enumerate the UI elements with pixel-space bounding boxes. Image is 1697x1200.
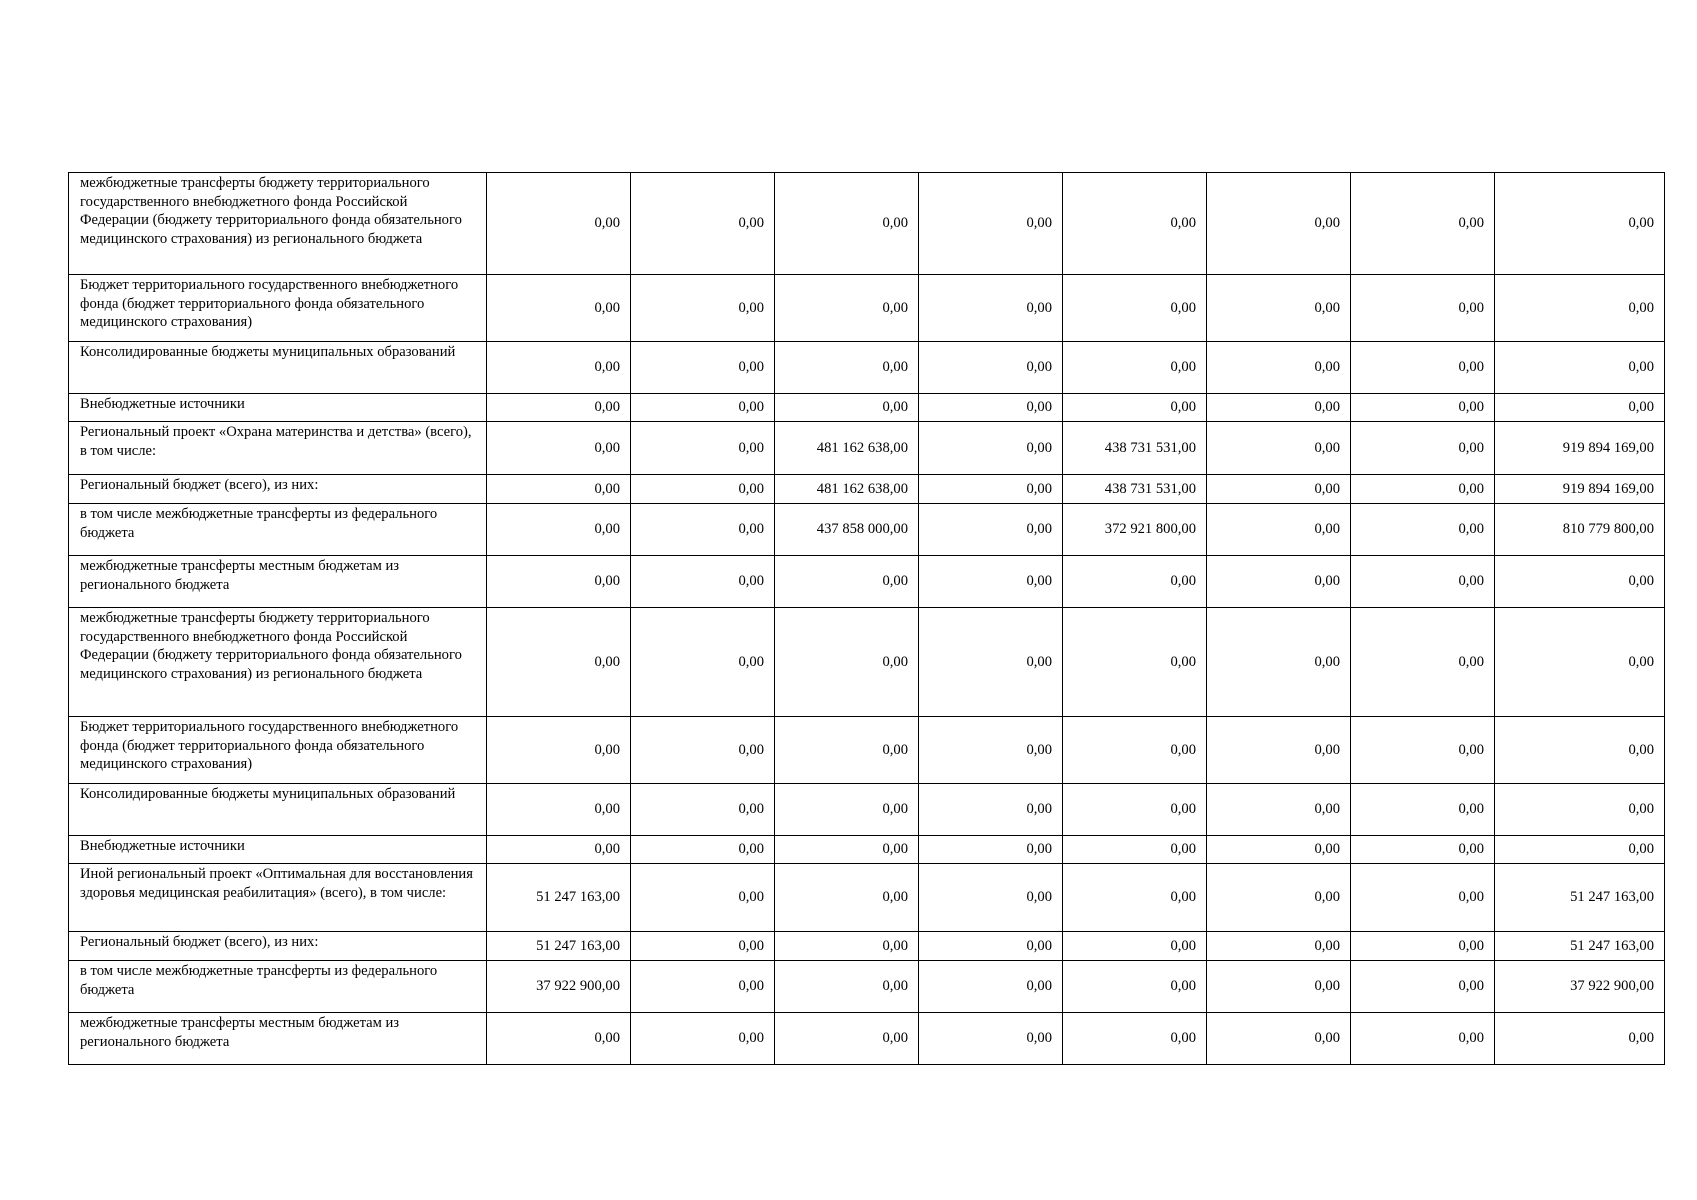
table-row — [69, 504, 1665, 556]
value-cell: 0,00 — [1207, 717, 1351, 784]
value-cell: 0,00 — [775, 608, 919, 717]
value-cell: 0,00 — [1495, 275, 1665, 342]
value-cell: 0,00 — [631, 475, 775, 504]
value-cell: 0,00 — [775, 173, 919, 275]
value-cell: 0,00 — [487, 422, 631, 475]
row-label: Региональный проект «Охрана материнства и детства» (всего), в том числе: — [69, 422, 487, 475]
value-cell: 0,00 — [487, 784, 631, 836]
value-cell: 0,00 — [1495, 608, 1665, 717]
value-cell: 0,00 — [1495, 173, 1665, 275]
value-cell: 0,00 — [1351, 1013, 1495, 1065]
value-cell: 0,00 — [1495, 1013, 1665, 1065]
value-cell: 0,00 — [1495, 836, 1665, 864]
value-cell: 37 922 900,00 — [1495, 961, 1665, 1013]
value-cell: 0,00 — [631, 173, 775, 275]
value-cell: 0,00 — [1207, 422, 1351, 475]
row-label: Региональный бюджет (всего), из них: — [69, 475, 487, 504]
value-cell: 0,00 — [631, 1013, 775, 1065]
value-cell: 0,00 — [1063, 394, 1207, 422]
value-cell: 0,00 — [775, 836, 919, 864]
value-cell: 0,00 — [1495, 342, 1665, 394]
value-cell: 0,00 — [775, 275, 919, 342]
value-cell: 0,00 — [775, 717, 919, 784]
value-cell: 0,00 — [487, 836, 631, 864]
value-cell: 0,00 — [1063, 784, 1207, 836]
value-cell: 0,00 — [631, 864, 775, 932]
value-cell: 0,00 — [1207, 784, 1351, 836]
table-row — [69, 394, 1665, 422]
value-cell: 0,00 — [1063, 1013, 1207, 1065]
row-label: в том числе межбюджетные трансферты из федерального бюджета — [69, 961, 487, 1013]
value-cell: 0,00 — [487, 173, 631, 275]
value-cell: 0,00 — [1207, 608, 1351, 717]
value-cell: 0,00 — [1063, 173, 1207, 275]
value-cell: 0,00 — [1207, 1013, 1351, 1065]
value-cell: 481 162 638,00 — [775, 475, 919, 504]
table-row — [69, 475, 1665, 504]
table-row — [69, 422, 1665, 475]
value-cell: 0,00 — [775, 556, 919, 608]
value-cell: 0,00 — [1495, 784, 1665, 836]
value-cell: 0,00 — [631, 342, 775, 394]
value-cell: 0,00 — [1063, 556, 1207, 608]
value-cell: 0,00 — [1207, 394, 1351, 422]
row-label: в том числе межбюджетные трансферты из федерального бюджета — [69, 504, 487, 556]
value-cell: 0,00 — [1207, 173, 1351, 275]
row-label: межбюджетные трансферты бюджету территориального государственного внебюджетного фонда Российской Федерации (бюджету территориального фонда обязательного медицинского страхования) из регионального бюджета — [69, 608, 487, 717]
value-cell: 0,00 — [631, 961, 775, 1013]
value-cell: 0,00 — [919, 1013, 1063, 1065]
table-row — [69, 275, 1665, 342]
value-cell: 0,00 — [487, 717, 631, 784]
value-cell: 438 731 531,00 — [1063, 475, 1207, 504]
value-cell: 0,00 — [1351, 422, 1495, 475]
value-cell: 0,00 — [1351, 504, 1495, 556]
value-cell: 51 247 163,00 — [487, 932, 631, 961]
value-cell: 372 921 800,00 — [1063, 504, 1207, 556]
value-cell: 0,00 — [1207, 275, 1351, 342]
value-cell: 0,00 — [631, 784, 775, 836]
table-row — [69, 717, 1665, 784]
value-cell: 0,00 — [1207, 556, 1351, 608]
value-cell: 0,00 — [631, 504, 775, 556]
value-cell: 0,00 — [1063, 342, 1207, 394]
value-cell: 0,00 — [487, 504, 631, 556]
value-cell: 0,00 — [919, 475, 1063, 504]
value-cell: 0,00 — [1063, 275, 1207, 342]
value-cell: 0,00 — [487, 394, 631, 422]
value-cell: 0,00 — [1351, 342, 1495, 394]
value-cell: 0,00 — [1351, 784, 1495, 836]
value-cell: 0,00 — [1207, 475, 1351, 504]
value-cell: 0,00 — [919, 717, 1063, 784]
value-cell: 0,00 — [631, 275, 775, 342]
value-cell: 0,00 — [919, 275, 1063, 342]
value-cell: 51 247 163,00 — [487, 864, 631, 932]
value-cell: 0,00 — [1063, 932, 1207, 961]
value-cell: 0,00 — [487, 608, 631, 717]
value-cell: 0,00 — [919, 784, 1063, 836]
value-cell: 0,00 — [775, 932, 919, 961]
value-cell: 0,00 — [1495, 717, 1665, 784]
value-cell: 0,00 — [1063, 836, 1207, 864]
value-cell: 51 247 163,00 — [1495, 932, 1665, 961]
value-cell: 0,00 — [775, 1013, 919, 1065]
value-cell: 0,00 — [631, 556, 775, 608]
table-body — [69, 173, 1665, 1065]
value-cell: 481 162 638,00 — [775, 422, 919, 475]
value-cell: 0,00 — [1063, 717, 1207, 784]
value-cell: 0,00 — [1351, 932, 1495, 961]
value-cell: 0,00 — [631, 394, 775, 422]
value-cell: 0,00 — [487, 342, 631, 394]
row-label: Иной региональный проект «Оптимальная для восстановления здоровья медицинская реабилитация» (всего), в том числе: — [69, 864, 487, 932]
value-cell: 0,00 — [775, 864, 919, 932]
value-cell: 0,00 — [775, 394, 919, 422]
value-cell: 0,00 — [775, 784, 919, 836]
table-row — [69, 836, 1665, 864]
value-cell: 0,00 — [1351, 275, 1495, 342]
value-cell: 0,00 — [1351, 717, 1495, 784]
value-cell: 0,00 — [487, 275, 631, 342]
value-cell: 0,00 — [631, 836, 775, 864]
value-cell: 51 247 163,00 — [1495, 864, 1665, 932]
value-cell: 0,00 — [1351, 961, 1495, 1013]
value-cell: 0,00 — [919, 864, 1063, 932]
value-cell: 0,00 — [631, 608, 775, 717]
value-cell: 0,00 — [1207, 932, 1351, 961]
row-label: Бюджет территориального государственного внебюджетного фонда (бюджет территориального фонда обязательного медицинского страхования) — [69, 275, 487, 342]
value-cell: 810 779 800,00 — [1495, 504, 1665, 556]
value-cell: 0,00 — [775, 342, 919, 394]
table-row — [69, 342, 1665, 394]
row-label: межбюджетные трансферты бюджету территориального государственного внебюджетного фонда Российской Федерации (бюджету территориального фонда обязательного медицинского страхования) из регионального бюджета — [69, 173, 487, 275]
table-row — [69, 784, 1665, 836]
value-cell: 0,00 — [1351, 173, 1495, 275]
value-cell: 0,00 — [919, 608, 1063, 717]
value-cell: 0,00 — [919, 394, 1063, 422]
row-label: Бюджет территориального государственного внебюджетного фонда (бюджет территориального фонда обязательного медицинского страхования) — [69, 717, 487, 784]
value-cell: 0,00 — [1495, 394, 1665, 422]
row-label: Консолидированные бюджеты муниципальных образований — [69, 784, 487, 836]
value-cell: 0,00 — [919, 836, 1063, 864]
value-cell: 0,00 — [631, 717, 775, 784]
row-label: Региональный бюджет (всего), из них: — [69, 932, 487, 961]
value-cell: 437 858 000,00 — [775, 504, 919, 556]
table-row — [69, 556, 1665, 608]
value-cell: 0,00 — [1495, 556, 1665, 608]
budget-table — [68, 172, 1665, 1065]
row-label: Внебюджетные источники — [69, 836, 487, 864]
table-row — [69, 1013, 1665, 1065]
value-cell: 919 894 169,00 — [1495, 475, 1665, 504]
value-cell: 0,00 — [487, 556, 631, 608]
value-cell: 0,00 — [1063, 864, 1207, 932]
value-cell: 0,00 — [919, 932, 1063, 961]
value-cell: 0,00 — [1207, 836, 1351, 864]
value-cell: 0,00 — [1207, 342, 1351, 394]
table-row — [69, 173, 1665, 275]
value-cell: 37 922 900,00 — [487, 961, 631, 1013]
value-cell: 0,00 — [1207, 961, 1351, 1013]
value-cell: 0,00 — [1063, 608, 1207, 717]
value-cell: 0,00 — [1351, 836, 1495, 864]
row-label: Консолидированные бюджеты муниципальных образований — [69, 342, 487, 394]
value-cell: 0,00 — [919, 556, 1063, 608]
table-row — [69, 864, 1665, 932]
value-cell: 0,00 — [487, 475, 631, 504]
value-cell: 0,00 — [487, 1013, 631, 1065]
value-cell: 0,00 — [1207, 864, 1351, 932]
value-cell: 438 731 531,00 — [1063, 422, 1207, 475]
value-cell: 0,00 — [1351, 864, 1495, 932]
value-cell: 919 894 169,00 — [1495, 422, 1665, 475]
value-cell: 0,00 — [775, 961, 919, 1013]
row-label: Внебюджетные источники — [69, 394, 487, 422]
row-label: межбюджетные трансферты местным бюджетам из регионального бюджета — [69, 1013, 487, 1065]
table-row — [69, 961, 1665, 1013]
value-cell: 0,00 — [919, 961, 1063, 1013]
value-cell: 0,00 — [1351, 394, 1495, 422]
value-cell: 0,00 — [919, 422, 1063, 475]
value-cell: 0,00 — [919, 173, 1063, 275]
value-cell: 0,00 — [1351, 475, 1495, 504]
value-cell: 0,00 — [919, 504, 1063, 556]
value-cell: 0,00 — [1063, 961, 1207, 1013]
value-cell: 0,00 — [919, 342, 1063, 394]
value-cell: 0,00 — [1351, 556, 1495, 608]
value-cell: 0,00 — [631, 932, 775, 961]
table-row — [69, 932, 1665, 961]
value-cell: 0,00 — [1351, 608, 1495, 717]
row-label: межбюджетные трансферты местным бюджетам из регионального бюджета — [69, 556, 487, 608]
table-row — [69, 608, 1665, 717]
value-cell: 0,00 — [631, 422, 775, 475]
value-cell: 0,00 — [1207, 504, 1351, 556]
